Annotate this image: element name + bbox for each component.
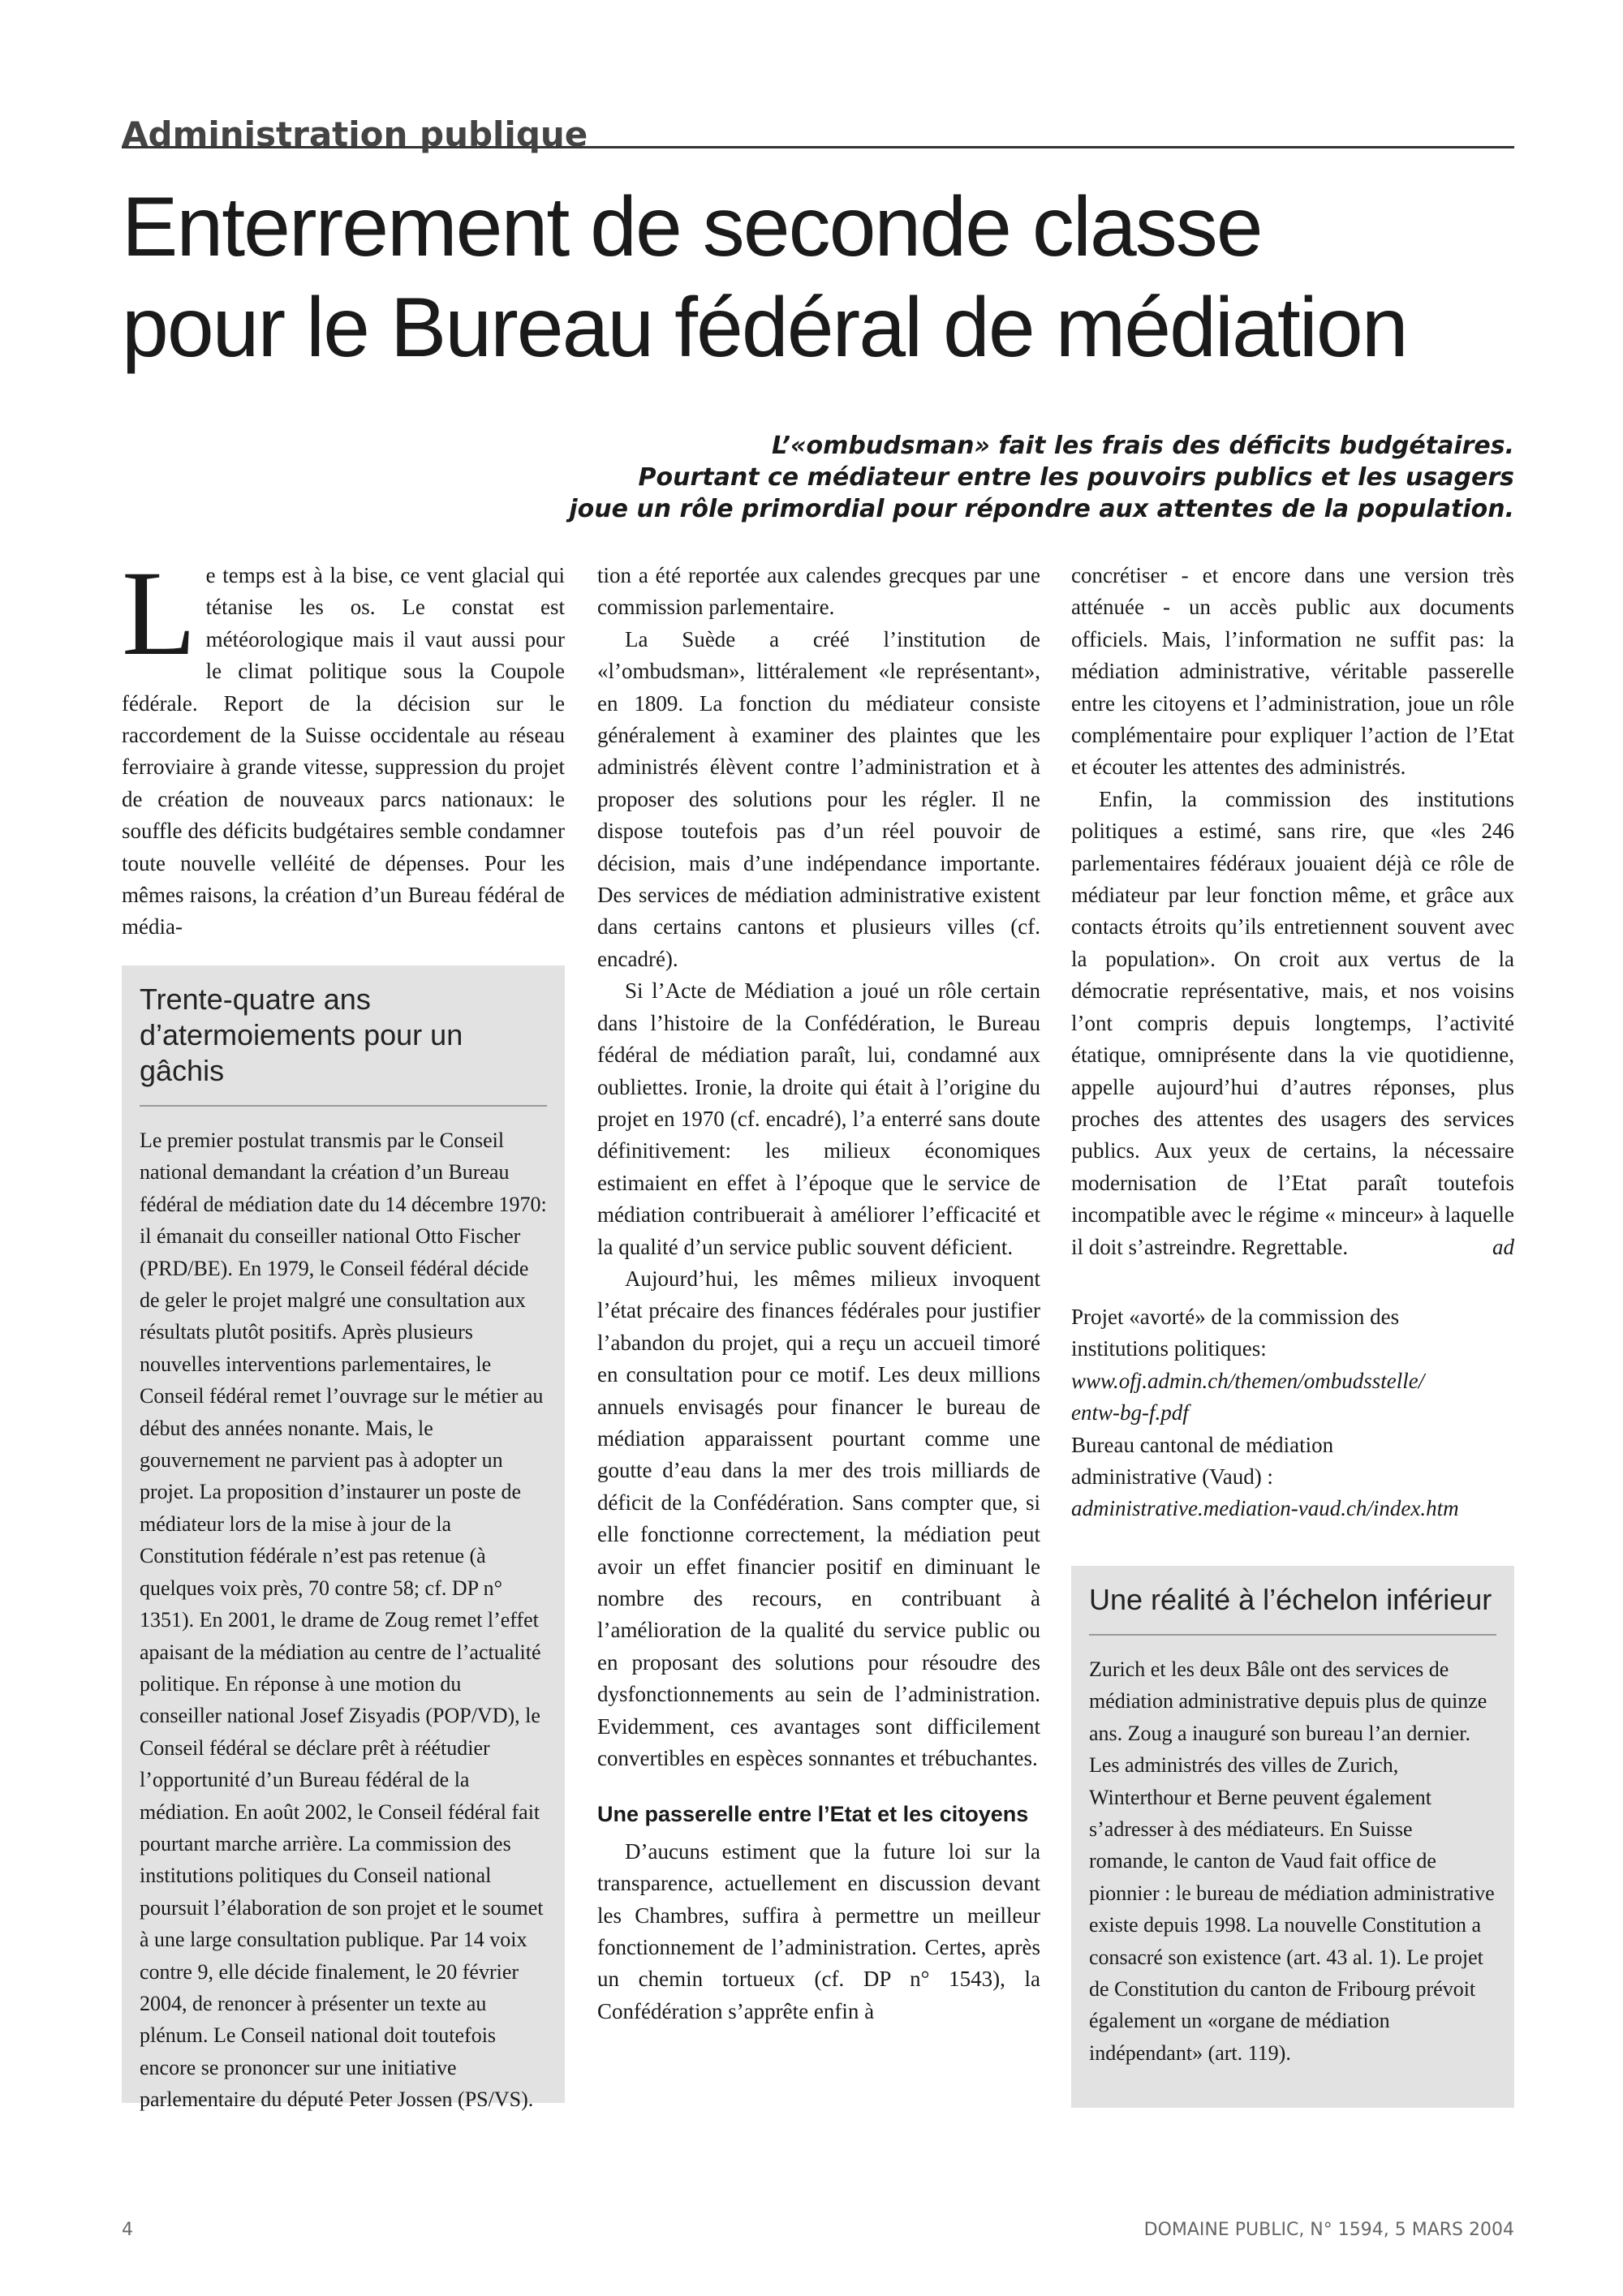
author-signature: ad [1492,1234,1514,1259]
section-header [122,104,1514,154]
link-caption: institutions politiques: [1071,1336,1267,1361]
column-1 [122,546,565,944]
lead-line: Pourtant ce médiateur entre les pouvoirs publics et les usagers [638,463,1514,492]
article-title [122,177,1550,378]
box-title: Une réalité à l’échelon inférieur [1089,1566,1496,1636]
paragraph-text: e temps est à la bise, ce vent glacial qui tétanise les os. Le constat est météorologique mais il vaut aussi pour le climat politique sous la Coupole fédérale. Report de la décision sur le raccordement de la Suisse occidentale au réseau ferroviaire à grande vitesse, suppression du projet de création de nouveaux parcs nationaux: le souffle des déficits budgétaires semble condamner toute nouvelle velléité de dépenses. Pour les mêmes raisons, la création d’un Bureau fédéral de média- [122,563,565,939]
article-lead [297,430,1514,525]
box-title-line: d’atermoiements pour un gâchis [140,1018,463,1087]
lead-line: L’«ombudsman» fait les frais des déficits budgétaires. [771,432,1514,460]
title-line: pour le Bureau fédéral de médiation [122,281,1407,375]
box-title [140,965,547,1107]
box-text: Le premier postulat transmis par le Conseil national demandant la création d’un Bureau fédéral de médiation date du 14 décembre 1970: il émanait du conseiller national Otto Fischer (PRD/BE). En 1979, le Conseil fédéral décide de geler le projet malgré une consultation aux résultats plutôt positifs. Après plusieurs nouvelles interventions parlementaires, le Conseil fédéral remet l’ouvrage sur le métier au début des années nonante. Mais, le gouvernement ne parvient pas à adopter un projet. La proposition d’instaurer un poste de médiateur lors de la mise à jour de la Constitution fédérale n’est pas retenue (à quelques voix près, 70 contre 58; cf. DP n° 1351). En 2001, le drame de Zoug remet l’effet apaisant de la médiation au centre de l’actualité politique. En réponse à une motion du conseiller national Josef Zisyadis (POP/VD), le Conseil fédéral se déclare prêt à réétudier l’opportunité d’un Bureau fédéral de la médiation. En août 2002, le Conseil fédéral fait pourtant marche arrière. La commission des institutions politiques du Conseil national poursuit l’élaboration de son projet et le soumet à une large consultation publique. Par 14 voix contre 9, elle décide finalement, le 20 février 2004, de renoncer à présenter un texte au plénum. Le Conseil national doit toutefois encore se prononcer sur une initiative parlementaire du député Peter Jossen (PS/VS). [140,1129,547,2112]
link-url[interactable]: www.ofj.admin.ch/themen/ombudsstelle/ [1071,1368,1425,1393]
paragraph-text: Enfin, la commission des institutions politiques a estimé, sans rire, que «les 246 parlementaires fédéraux jouaient déjà ce rôle de médiateur par leur fonction même, et grâce aux contacts étroits qu’ils entretiennent souvent avec la population». On croit aux vertus de la démocratie représentative, mais, et nos voisins l’ont compris depuis longtemps, l’activité étatique, omniprésente dans la vie quotidienne, appelle aujourd’hui d’autres réponses, plus proches des attentes des usagers des services publics. Aux yeux de certains, la nécessaire modernisation de l’Etat paraît toutefois incompatible avec le régime « minceur» à laquelle il doit s’astreindre. Regrettable. [1071,786,1514,1259]
paragraph [1071,784,1514,1263]
subheading: Une passerelle entre l’Etat et les citoyens [597,1802,1029,1827]
link-caption: administrative (Vaud) : [1071,1464,1273,1490]
column-3 [1071,560,1514,1263]
drop-cap: L [122,546,196,681]
paragraph: Si l’Acte de Médiation a joué un rôle certain dans l’histoire de la Confédération, le Bureau fédéral de médiation paraît, lui, condamné aux oubliettes. Ironie, la droite qui était à l’origine du projet en 1970 (cf. encadré), l’a enterré sans doute définitivement: les milieux économiques estimaient en effet à l’époque que le service de médiation contribuerait à améliorer l’efficacité et la qualité d’un service public souvent déficient. [597,978,1040,1259]
link-url[interactable]: administrative.mediation-vaud.ch/index.htm [1071,1496,1459,1521]
link-caption: Bureau cantonal de médiation [1071,1432,1334,1457]
sidebar-box-local [1071,1566,1514,2108]
paragraph: Aujourd’hui, les mêmes milieux invoquent l’état précaire des finances fédérales pour justifier l’abandon du projet, qui a reçu un accueil timoré en consultation pour ce motif. Les deux millions annuels envisagés pour financer le bureau de médiation apparaissent pourtant comme une goutte d’eau dans la mer des trois milliards de déficit de la Confédération. Sans compter que, si elle fonctionne correctement, la médiation peut avoir un effet financier positif en diminuant le nombre des recours, en contribuant à l’amélioration de la qualité du service public ou en proposant des solutions pour résoudre des dysfonctionnements au sein de l’administration. Evidemment, ces avantages sont difficilement convertibles en espèces sonnantes et trébuchantes. [597,1266,1040,1771]
lead-line: joue un rôle primordial pour répondre aux attentes de la population. [569,495,1514,523]
link-caption: Projet «avorté» de la commission des [1071,1305,1400,1329]
section-label: Administration publique [122,114,588,154]
box-text: Zurich et les deux Bâle ont des services de médiation administrative depuis plus de quinze ans. Zoug a inauguré son bureau l’an dernier. Les administrés des villes de Zurich, Winterthour et Berne peuvent également s’adresser à des médiateurs. En Suisse romande, le canton de Vaud fait office de pionnier : le bureau de médiation administrative existe depuis 1998. La nouvelle Constitution a consacré son existence (art. 43 al. 1). Le projet de Constitution du canton de Fribourg prévoit également un «organe de médiation indépendant» (art. 119). [1089,1658,1495,2065]
reference-links [1071,1301,1514,1525]
column-2 [597,560,1040,2027]
box-title-line: Trente-quatre ans [140,982,371,1016]
link-url[interactable]: entw-bg-f.pdf [1071,1400,1189,1425]
paragraph: concrétiser - et encore dans une version très atténuée - un accès public aux documents officiels. Mais, l’information ne suffit pas: la médiation administrative, véritable passerelle entre les citoyens et l’administration, joue un rôle complémentaire pour expliquer l’action de l’Etat et écouter les attentes des administrés. [1071,563,1514,780]
paragraph: tion a été reportée aux calendes grecques par une commission parlementaire. [597,563,1040,620]
paragraph: D’aucuns estiment que la future loi sur la transparence, actuellement en discussion devant les Chambres, suffira à permettre un meilleur fonctionnement de l’administration. Certes, après un chemin tortueux (cf. DP n° 1543), la Confédération s’apprête enfin à [597,1838,1040,2023]
paragraph: La Suède a créé l’institution de «l’ombudsman», littéralement «le représentant», en 1809. La fonction du médiateur consiste généralement à examiner des plaintes que les administrés élèvent contre l’administration et à proposer des solutions pour les régler. Il ne dispose toutefois pas d’un réel pouvoir de décision, mais d’une indépendance importante. Des services de médiation administrative existent dans certains cantons et plusieurs villes (cf. encadré). [597,626,1040,971]
publication-info: DOMAINE PUBLIC, N° 1594, 5 MARS 2004 [1143,2220,1514,2240]
title-line: Enterrement de seconde classe [122,180,1262,274]
paragraph [122,546,565,944]
page-number: 4 [122,2220,133,2240]
sidebar-box-history [122,965,565,2112]
